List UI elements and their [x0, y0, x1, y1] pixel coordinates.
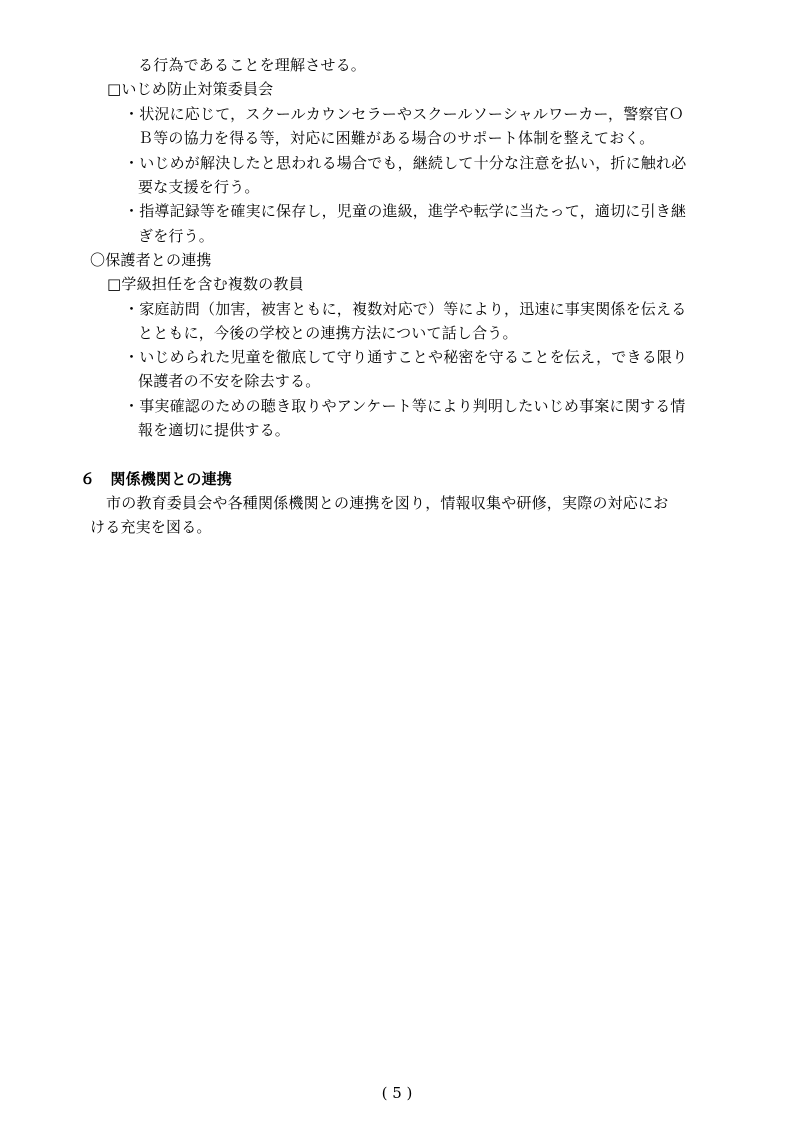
text-line: る行為であることを理解させる。 [138, 56, 367, 74]
bullet-item: ・状況に応じて，スクールカウンセラーやスクールソーシャルワーカー，警察官Ｏ [124, 105, 685, 123]
paragraph-line: 市の教育委員会や各種関係機関との連携を図り，情報収集や研修，実際の対応にお [106, 494, 669, 512]
subsection-heading: □いじめ防止対策委員会 [107, 80, 274, 98]
bullet-item: ・事実確認のための聴き取りやアンケート等により判明したいじめ事案に関する情 [124, 397, 686, 415]
text-line: Ｂ等の協力を得る等，対応に困難がある場合のサポート体制を整えておく。 [138, 129, 655, 147]
paragraph-line: ける充実を図る。 [90, 518, 212, 536]
bullet-item: ・家庭訪問（加害，被害ともに，複数対応で）等により，迅速に事実関係を伝える [124, 300, 687, 318]
text-line: ぎを行う。 [138, 227, 215, 245]
subsection-heading: □学級担任を含む複数の教員 [107, 275, 304, 293]
bullet-item: ・いじめが解決したと思われる場合でも，継続して十分な注意を払い，折に触れ必 [124, 154, 687, 172]
text-line: とともに，今後の学校との連携方法について話し合う。 [138, 324, 518, 342]
bullet-item: ・いじめられた児童を徹底して守り通すことや秘密を守ることを伝え，できる限り [124, 348, 688, 366]
section-heading: ６ 関係機関との連携 [80, 470, 233, 488]
bullet-item: ・指導記録等を確実に保存し，児童の進級，進学や転学に当たって，適切に引き継 [124, 202, 687, 220]
section-heading: 〇保護者との連携 [90, 251, 212, 269]
page-number: ( 5 ) [381, 1084, 413, 1102]
text-line: 報を適切に提供する。 [138, 421, 291, 439]
text-line: 保護者の不安を除去する。 [138, 372, 321, 390]
text-line: 要な支援を行う。 [138, 178, 260, 196]
